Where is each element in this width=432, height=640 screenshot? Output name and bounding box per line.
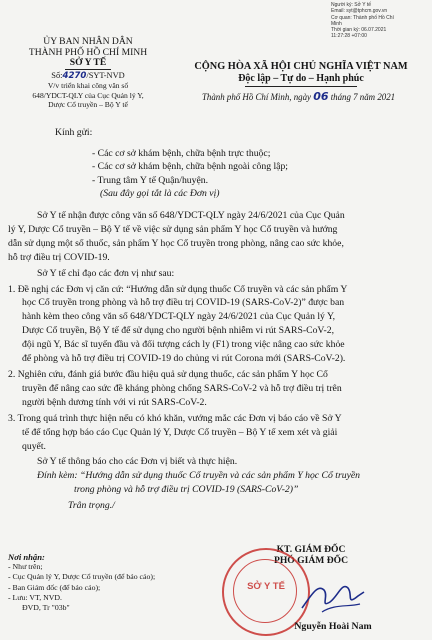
signature-line: Minh — [331, 20, 342, 27]
closing: Trân trọng./ — [68, 500, 115, 512]
item-2-line: 2. Nghiên cứu, đánh giá bước đầu hiệu quả sử dụng thuốc, các sản phẩm Y học Cổ — [8, 368, 328, 380]
agency-line-3: SỞ Y TẾ — [69, 57, 107, 69]
item-1-line: để phòng và hỗ trợ điều trị COVID-19 do chủng vi rút Corona mới (SARS-CoV-2). — [22, 353, 346, 365]
agency-underline — [65, 69, 111, 70]
document-date — [202, 90, 430, 103]
para-1-line: hỗ trợ điều trị COVID-19. — [8, 251, 110, 263]
distribution-item: - Như trên; — [8, 562, 43, 572]
recipient-item: - Các cơ sở khám bệnh, chữa bệnh trực thuộc; — [92, 148, 271, 159]
distribution-item: - Cục Quản lý Y, Dược Cổ truyền (để báo cáo); — [8, 572, 156, 582]
item-3-line: quyết. — [22, 440, 46, 452]
handwritten-signature — [298, 574, 368, 618]
recipient-note: (Sau đây gọi tắt là các Đơn vị) — [100, 188, 220, 200]
signature-line: Cơ quan: Thành phố Hồ Chí — [331, 14, 394, 21]
signature-line: Người ký: Sở Y tế — [331, 2, 372, 8]
signatory-title-2: PHÓ GIÁM ĐỐC — [273, 555, 349, 566]
date-prefix: Thành phố Hồ Chí Minh, ngày — [202, 92, 311, 102]
attachment-line: Đính kèm: “Hướng dẫn sử dụng thuốc Cổ truyền và các sản phẩm Y học Cổ truyền — [37, 470, 361, 482]
item-1-line: 1. Đề nghị các Đơn vị căn cứ: “Hướng dẫn sử dụng thuốc Cổ truyền và các sản phẩm Y — [8, 283, 348, 295]
recipients-label: Kính gửi: — [55, 127, 93, 138]
national-header — [176, 61, 426, 87]
para-1-line: Sở Y tế nhận được công văn số 648/YDCT-QLY ngày 24/6/2021 của Cục Quản — [37, 210, 345, 221]
distribution-label: Nơi nhận: — [8, 552, 45, 562]
subject-line: V/v triển khai công văn số — [47, 81, 129, 91]
item-1-line: học Cổ truyền trong phòng và hỗ trợ điều trị COVID-19 (SARS-CoV-2)” được ban — [22, 297, 345, 309]
para-3: Sở Y tế thông báo cho các Đơn vị biết và thực hiện. — [37, 456, 238, 468]
signature-line: Thời gian ký: 06.07.2021 — [331, 27, 387, 34]
subject-line: Dược Cổ truyền – Bộ Y tế — [48, 100, 128, 110]
document-number — [8, 71, 168, 82]
motto-underline — [245, 86, 357, 87]
national-title: CỘNG HÒA XÃ HỘI CHỦ NGHĨA VIỆT NAM — [194, 61, 408, 72]
item-3-line: tế để tổng hợp báo cáo Cục Quản lý Y, Dược Cổ truyền – Bộ Y tế xem xét và giải — [22, 426, 338, 438]
doc-number-prefix: Số: — [51, 70, 63, 80]
document-subject — [8, 81, 168, 110]
item-1-line: đội ngũ Y, Bác sĩ tuyến đầu và đối tượng cách ly (F1) trong việc nâng cao sức khỏe — [22, 339, 345, 351]
signature-line: 11:27:28 +07:00 — [331, 33, 367, 40]
distribution-item: ĐVD, Tr "03b" — [22, 603, 70, 613]
agency-line-1: ỦY BAN NHÂN DÂN — [43, 36, 133, 47]
para-2: Sở Y tế chỉ đạo các đơn vị như sau: — [37, 267, 175, 279]
distribution-list — [8, 552, 208, 613]
agency-header — [8, 37, 168, 110]
recipients-list — [92, 147, 422, 201]
doc-number-handwritten: 4270 — [62, 70, 87, 81]
document-body — [8, 209, 426, 513]
para-1-line: lý Y, Dược Cổ truyền – Bộ Y tế về việc sử dụng sản phẩm Y học Cổ truyền và hướng — [8, 223, 338, 235]
para-1-line: dẫn sử dụng một số thuốc, sản phẩm Y học Cổ truyền trong phòng, nâng cao sức khỏe, — [8, 237, 344, 249]
agency-line-2: THÀNH PHỐ HỒ CHÍ MINH — [28, 46, 148, 58]
digital-signature-info — [331, 2, 427, 40]
recipient-item: - Trung tâm Y tế Quận/huyện. — [92, 174, 209, 186]
distribution-item: - Ban Giám đốc (để báo cáo); — [8, 582, 101, 592]
signatory-title-1: KT. GIÁM ĐỐC — [276, 544, 346, 555]
subject-line: 648/YDCT-QLY của Cục Quản lý Y, — [32, 90, 144, 100]
item-1-line: Dược Cổ truyền, Bộ Y tế để sử dụng cho người bệnh nhiễm vi rút SARS-CoV-2, — [22, 325, 335, 337]
signature-line: Email: syt@tphcm.gov.vn — [331, 8, 388, 15]
item-2-line: người bệnh dương tính với vi rút SARS-CoV-2. — [22, 396, 207, 408]
signer-name: Nguyễn Hoài Nam — [294, 621, 372, 632]
seal-text: SỞ Y TẾ — [247, 581, 285, 592]
doc-number-suffix: /SYT-NVD — [86, 70, 125, 80]
distribution-item: - Lưu: VT, NVD. — [8, 592, 62, 602]
recipient-item: - Các cơ sở khám bệnh, chữa bệnh ngoài công lập; — [92, 161, 289, 173]
date-suffix: tháng 7 năm 2021 — [330, 92, 396, 102]
item-3-line: 3. Trong quá trình thực hiện nếu có khó khăn, vướng mắc các Đơn vị báo cáo về Sở Y — [8, 412, 342, 424]
date-day-handwritten: 06 — [313, 90, 329, 103]
item-2-line: truyền để nâng cao sức đề kháng phòng chống SARS-CoV-2 và hỗ trợ điều trị trên — [22, 382, 342, 394]
national-motto: Độc lập – Tự do – Hạnh phúc — [238, 72, 364, 84]
attachment-line: trong phòng và hỗ trợ điều trị COVID-19 (SARS-CoV-2)” — [74, 484, 299, 496]
item-1-line: hành kèm theo công văn số 648/YDCT-QLY ngày 24/6/2021 của Cục Quản lý Y, — [22, 311, 336, 323]
